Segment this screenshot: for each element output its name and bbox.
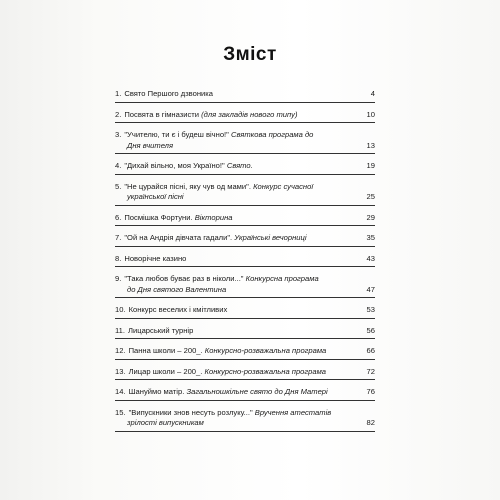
entry-title: "Ой на Андрія дівчата гадали".: [124, 233, 233, 242]
toc-entry: [115, 271, 375, 298]
entry-page-number: 19: [366, 161, 375, 170]
entry-number: 15.: [115, 407, 126, 417]
toc-entry: [115, 158, 375, 175]
toc-entry: [115, 179, 375, 206]
entry-subtitle-continued: зрілості випускникам: [127, 418, 204, 427]
entry-title: Конкурс веселих і кмітливих: [128, 305, 228, 314]
entry-subtitle: Свято.: [226, 161, 253, 170]
entry-number: 12.: [115, 346, 126, 355]
toc-entry: [115, 230, 375, 247]
toc-entry: [115, 107, 375, 124]
entry-number: 2.: [115, 109, 122, 119]
toc-entry: [115, 364, 375, 381]
entry-number: 14.: [115, 387, 126, 396]
entry-page-number: 76: [366, 387, 375, 396]
entry-page-number: 35: [366, 233, 375, 242]
entry-number: 10.: [115, 305, 126, 314]
toc-entry: [115, 86, 375, 103]
entry-subtitle: Конкурсно-розважальна програма: [204, 366, 327, 376]
entry-subtitle: Конкурс сучасної: [253, 181, 314, 191]
entry-subtitle: Святкова програма до: [231, 130, 314, 139]
entry-subtitle-continued: до Дня святого Валентина: [127, 284, 227, 294]
entry-number: 11.: [115, 325, 125, 335]
entry-title: "Не цурайся пісні, яку чув од мами".: [124, 181, 251, 191]
entry-number: 8.: [115, 253, 122, 263]
entry-title: Посмішка Фортуни.: [124, 212, 193, 222]
entry-page-number: 10: [366, 109, 375, 119]
toc-entry: [115, 323, 375, 340]
toc-entry: [115, 343, 375, 360]
toc-entry: [115, 302, 375, 319]
entry-page-number: 29: [366, 212, 375, 222]
toc-entry: [115, 127, 375, 154]
entry-number: 5.: [115, 181, 122, 191]
entry-subtitle: Українські вечорниці: [234, 233, 307, 242]
entry-number: 3.: [115, 130, 122, 139]
entry-title: "Така любов буває раз в ніколи...": [124, 274, 244, 283]
entry-subtitle: (для закладів нового типу): [201, 109, 298, 119]
entry-number: 13.: [115, 366, 126, 376]
entry-page-number: 43: [366, 253, 375, 263]
page-title: Зміст: [223, 44, 277, 65]
entry-page-number: 82: [366, 418, 375, 427]
table-of-contents: [115, 86, 375, 436]
toc-entry: [115, 210, 375, 227]
entry-subtitle: Загальношкільне свято до Дня Матері: [186, 387, 328, 396]
entry-title: "Дихай вільно, моя Україно!": [124, 161, 225, 170]
entry-page-number: 66: [366, 346, 375, 355]
toc-entry: [115, 405, 375, 432]
entry-number: 6.: [115, 212, 122, 222]
entry-subtitle-continued: Дня вчителя: [127, 140, 174, 150]
entry-subtitle-continued: української пісні: [127, 192, 184, 201]
entry-page-number: 53: [366, 305, 375, 314]
entry-title: Панна школи – 200_.: [128, 346, 203, 355]
entry-number: 1.: [115, 89, 122, 98]
entry-page-number: 25: [366, 192, 375, 201]
entry-number: 4.: [115, 161, 122, 170]
entry-page-number: 47: [366, 284, 375, 294]
toc-entry: [115, 384, 375, 401]
entry-title: Посвята в гімназисти: [124, 109, 200, 119]
entry-title: Шануймо матір.: [128, 387, 185, 396]
entry-title: Новорічне казино: [124, 253, 187, 263]
entry-page-number: 13: [366, 140, 375, 150]
entry-number: 9.: [115, 274, 122, 283]
entry-title: Лицарський турнір: [128, 325, 194, 335]
entry-title: Свято Першого дзвоника: [124, 89, 214, 98]
entry-subtitle: Вручення атестатів: [254, 407, 332, 417]
entry-subtitle: Конкурсна програма: [245, 274, 319, 283]
entry-title: "Випускники знов несуть розлуку...": [128, 407, 253, 417]
entry-subtitle: Конкурсно-розважальна програма: [204, 346, 327, 355]
entry-subtitle: Вікторина: [194, 212, 233, 222]
entry-number: 7.: [115, 233, 122, 242]
entry-page-number: 72: [366, 366, 375, 376]
toc-entry: [115, 251, 375, 268]
entry-title: "Учителю, ти є i будеш вічно!": [124, 130, 229, 139]
entry-page-number: 56: [366, 325, 375, 335]
entry-title: Лицар школи – 200_.: [128, 366, 203, 376]
entry-page-number: 4: [370, 89, 375, 98]
